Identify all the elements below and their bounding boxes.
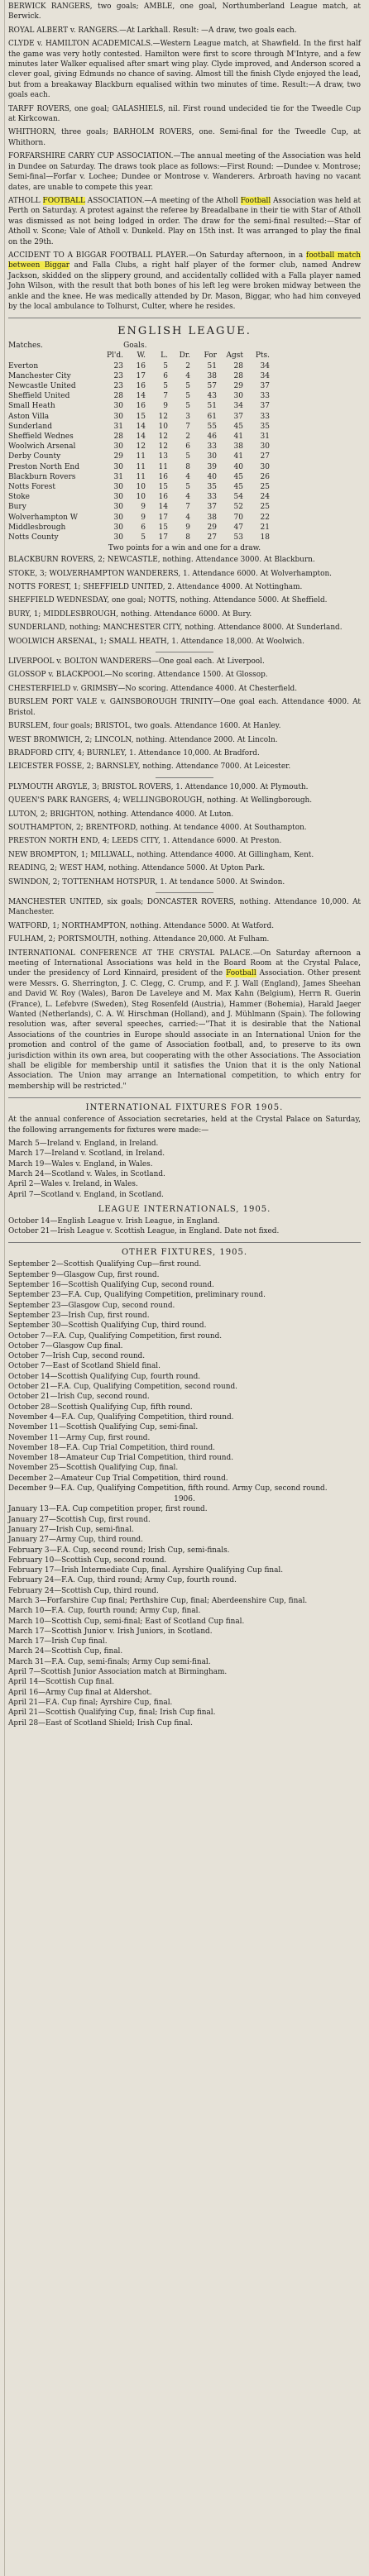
fixture-line: March 19—Wales v. England, in Wales. — [8, 1159, 153, 1169]
highlighted-term: Football — [240, 196, 271, 205]
fixture-line: March 3—Forfarshire Cup final; Perthshire Cup, final; Aberdeenshire Cup, final. — [8, 1596, 308, 1605]
stat-cell: 6 — [163, 371, 168, 380]
table-row — [8, 513, 270, 523]
stat-cell: 12 — [136, 442, 146, 452]
stat-cell: 7 — [185, 422, 190, 431]
table-row — [8, 401, 270, 411]
stat-cell: 28 — [113, 433, 123, 441]
stat-cell: 30 — [113, 523, 123, 532]
fixture-line: October 21—F.A. Cup, Qualifying Competition, second round. — [8, 1383, 237, 1392]
short-divider — [156, 892, 213, 893]
match-result: SUNDERLAND, nothing; MANCHESTER CITY, nothing. Attendance 8000. At Sunderland. — [8, 624, 343, 633]
match-result: BURSLEM, four goals; BRISTOL, two goals. Attendance 1600. At Hanley. — [8, 722, 281, 731]
stat-cell: 5 — [185, 483, 190, 492]
stat-cell: 10 — [136, 483, 146, 492]
stat-cell: 35 — [207, 483, 217, 492]
stat-cell: 30 — [260, 442, 270, 452]
fixture-line: March 17—Ireland v. Scotland, in Ireland. — [8, 1149, 165, 1159]
match-result: READING, 2; WEST HAM, nothing. Attendance 5000. At Upton Park. — [8, 864, 266, 873]
stat-cell: 5 — [185, 392, 190, 401]
stat-cell: 34 — [260, 371, 270, 380]
fixture-line: September 23—F.A. Cup, Qualifying Competition, preliminary round. — [8, 1291, 266, 1300]
fixture-line: October 14—English League v. Irish League, in England. — [8, 1216, 220, 1226]
stat-cell: 30 — [113, 533, 123, 542]
club-name: Sunderland — [8, 422, 52, 431]
match-result: NEW BROMPTON, 1; MILLWALL, nothing. Attendance 4000. At Gillingham, Kent. — [8, 850, 314, 859]
fixture-line: April 7—Scotland v. England, in Scotland. — [8, 1190, 164, 1199]
fixture-line: October 21—Irish Cup, second round. — [8, 1393, 150, 1402]
stat-cell: 30 — [113, 462, 123, 471]
fixture-line: October 21—Irish League v. Scottish League, in England. Date not fixed. — [8, 1227, 280, 1236]
stat-cell: 30 — [113, 493, 123, 502]
match-result: WEST BROMWICH, 2; LINCOLN, nothing. Attendance 2000. At Lincoln. — [8, 735, 278, 744]
club-name: Sheffield Wednes — [8, 433, 74, 441]
fixture-line: March 24—Scottish Cup, final. — [8, 1647, 123, 1656]
fixture-line: November 25—Scottish Qualifying Cup, final. — [8, 1464, 179, 1473]
forfarshire-report: FORFARSHIRE CARRY CUP ASSOCIATION.—The annual meeting of the Association was held in Dundee on Saturday. The draws took place as follows:—First Round: —Dundee v. Montrose; Semi-final—Forfar v. Lochee; Dundee or Montrose v. Wanderers. Arbroath having no vacant dates, are unable to compete this year. — [8, 152, 361, 192]
stat-cell: 43 — [207, 392, 217, 401]
match-result: QUEEN'S PARK RANGERS, 4; WELLINGBOROUGH, nothing. At Wellingborough. — [8, 796, 313, 805]
fixture-line: October 7—F.A. Cup, Qualifying Competition, first round. — [8, 1331, 223, 1341]
fixture-line: October 14—Scottish Qualifying Cup, fourth round. — [8, 1372, 201, 1381]
stat-cell: 5 — [185, 452, 190, 461]
year-heading: 1906. — [174, 1495, 195, 1504]
fixture-line: March 17—Irish Cup final. — [8, 1637, 108, 1646]
international-fixtures — [8, 1139, 361, 1200]
stat-cell: 9 — [185, 523, 190, 532]
stat-cell: 11 — [136, 472, 146, 481]
match-result: BURSLEM PORT VALE v. GAINSBOROUGH TRINITY—One goal each. Attendance 4000. At Bristol. — [8, 698, 361, 717]
stat-cell: 9 — [141, 513, 146, 522]
stat-cell: 30 — [113, 402, 123, 411]
table-row — [8, 422, 270, 432]
club-name: Notts Forest — [8, 483, 56, 492]
stat-cell: 8 — [185, 462, 190, 471]
stat-cell: 33 — [207, 442, 217, 452]
fixture-line: February 24—F.A. Cup, third round; Army Cup, fourth round. — [8, 1576, 237, 1585]
stat-cell: 37 — [260, 381, 270, 390]
highlighted-term: Football — [226, 969, 256, 978]
stat-cell: 57 — [207, 381, 217, 390]
match-result: LUTON, 2; BRIGHTON, nothing. Attendance 4000. At Luton. — [8, 810, 234, 819]
stat-cell: 30 — [113, 513, 123, 522]
stat-cell: 6 — [141, 523, 146, 532]
match-report: TARFF ROVERS, one goal; GALASHIELS, nil. First round undecided tie for the Tweedle Cup at Kirkcowan. — [8, 104, 361, 124]
match-result: WATFORD, 1; NORTHAMPTON, nothing. Attendance 5000. At Watford. — [8, 921, 275, 930]
table-row — [8, 371, 270, 381]
match-report: WHITHORN, three goals; BARHOLM ROVERS, one. Semi-final for the Tweedle Cup, at Whithorn. — [8, 128, 361, 147]
stat-cell: 12 — [158, 412, 168, 421]
table-row — [8, 482, 270, 492]
match-result: PLYMOUTH ARGYLE, 3; BRISTOL ROVERS, 1. Attendance 10,000. At Plymouth. — [8, 782, 309, 791]
stat-cell: 14 — [136, 422, 146, 431]
atholl-report: ATHOLL FOOTBALL ASSOCIATION.—A meeting of the Atholl Football Association was held at Perth on Saturday. A protest against the referee by Breadalbane in their tie with Star of Atholl was dismissed as not being lodged in order. The draw for the semi-final resulted:—Star of Atholl v. Scone; Vale of Atholl v. Dunkeld. Play on 15th inst. It was arranged to play the final on the 29th. — [8, 196, 362, 246]
fixture-line: February 24—Scottish Cup, third round. — [8, 1586, 159, 1595]
match-report: BERWICK RANGERS, two goals; AMBLE, one goal, Northumberland League match, at Berwick. — [8, 2, 361, 22]
table-row — [8, 533, 270, 542]
stat-cell: 5 — [163, 361, 168, 370]
stat-cell: 30 — [113, 412, 123, 421]
match-result: WOOLWICH ARSENAL, 1; SMALL HEATH, 1. Attendance 18,000. At Woolwich. — [8, 637, 304, 646]
stat-cell: 21 — [260, 523, 270, 532]
stat-cell: 61 — [207, 412, 217, 421]
club-name: Sheffield United — [8, 392, 70, 401]
fixture-line: February 3—F.A. Cup, second round; Irish Cup, semi-finals. — [8, 1546, 230, 1555]
stat-cell: 2 — [185, 361, 190, 370]
stat-cell: 29 — [113, 452, 123, 461]
stat-cell: 40 — [207, 472, 217, 481]
stat-cell: 35 — [260, 422, 270, 431]
stat-cell: 33 — [207, 493, 217, 502]
stat-cell: 51 — [207, 402, 217, 411]
fixture-line: March 5—Ireland v. England, in Ireland. — [8, 1140, 159, 1149]
stat-cell: 11 — [136, 452, 146, 461]
match-result: SOUTHAMPTON, 2; BRENTFORD, nothing. At tendance 4000. At Southampton. — [8, 823, 307, 832]
match-result: BURY, 1; MIDDLESBROUGH, nothing. Attendance 6000. At Bury. — [8, 609, 252, 619]
stat-cell: 15 — [158, 523, 168, 532]
fixture-line: March 24—Scotland v. Wales, in Scotland. — [8, 1170, 165, 1178]
results-block-b — [8, 657, 361, 772]
match-report: ROYAL ALBERT v. RANGERS.—At Larkhall. Result: —A draw, two goals each. — [8, 26, 297, 35]
stat-cell: 31 — [113, 472, 123, 481]
fixture-line: April 21—Scottish Qualifying Cup, final; Irish Cup final. — [8, 1709, 216, 1718]
column-header: For — [204, 351, 217, 361]
stat-cell: 14 — [136, 392, 146, 401]
table-row — [8, 412, 270, 422]
other-fixtures-heading: OTHER FIXTURES, 1905. — [121, 1248, 247, 1258]
league-table — [8, 351, 270, 542]
stat-cell: 25 — [260, 483, 270, 492]
club-name: Everton — [8, 361, 39, 370]
stat-cell: 23 — [113, 361, 123, 370]
match-result: SWINDON, 2; TOTTENHAM HOTSPUR, 1. At tendance 5000. At Swindon. — [8, 877, 285, 887]
stat-cell: 40 — [233, 462, 243, 471]
stat-cell: 9 — [163, 402, 168, 411]
stat-cell: 41 — [233, 433, 243, 441]
stat-cell: 30 — [113, 503, 123, 512]
short-divider — [156, 777, 213, 778]
stat-cell: 26 — [260, 472, 270, 481]
club-name: Blackburn Rovers — [8, 472, 76, 481]
stat-cell: 28 — [113, 392, 123, 401]
stat-cell: 41 — [233, 452, 243, 461]
stat-cell: 12 — [158, 433, 168, 441]
stat-cell: 4 — [185, 371, 190, 380]
stat-cell: 34 — [233, 402, 243, 411]
league-group-header: Matches. Goals. — [8, 342, 147, 351]
stat-cell: 18 — [260, 533, 270, 542]
club-name: Derby County — [8, 452, 61, 461]
table-row — [8, 492, 270, 502]
fixture-line: November 18—F.A. Cup Trial Competition, third round. — [8, 1443, 215, 1452]
fixture-line: April 21—F.A. Cup final; Ayrshire Cup, final. — [8, 1698, 173, 1707]
column-header: Pts. — [255, 351, 270, 361]
stat-cell: 28 — [233, 361, 243, 370]
match-report: CLYDE v. HAMILTON ACADEMICALS.—Western League match, at Shawfield. In the first half the game was very hotly contested. Hamilton were first to score through M'Intyre, and a few minutes later Walker equalised after smart wing play. Clyde improved, and Anderson scored a clever goal, giving Edmunds no chance of saving. Almost till the finish Clyde enjoyed the lead, but from a breakaway Blackburn equalised within two minutes of time. Result:—A draw, two goals each. — [8, 40, 361, 100]
club-name: Aston Villa — [8, 412, 50, 421]
column-header: W. — [137, 351, 146, 361]
club-name: Manchester City — [8, 371, 71, 380]
stat-cell: 38 — [207, 371, 217, 380]
league-heading: ENGLISH LEAGUE. — [117, 325, 252, 338]
stat-cell: 51 — [207, 361, 217, 370]
highlighted-term: football match between Biggar — [8, 251, 362, 270]
column-header: L. — [161, 351, 168, 361]
stat-cell: 54 — [233, 493, 243, 502]
section-divider — [8, 1242, 361, 1243]
fixture-line: January 27—Scottish Cup, first round. — [8, 1515, 151, 1524]
stat-cell: 53 — [233, 533, 243, 542]
stat-cell: 29 — [207, 523, 217, 532]
fixture-line: April 28—East of Scotland Shield; Irish Cup final. — [8, 1718, 193, 1728]
stat-cell: 16 — [158, 472, 168, 481]
fixture-line: April 7—Scottish Junior Association match at Birmingham. — [8, 1668, 228, 1677]
stat-cell: 7 — [163, 392, 168, 401]
match-result: PRESTON NORTH END, 4; LEEDS CITY, 1. Attendance 6000. At Preston. — [8, 837, 282, 846]
accident-report: ACCIDENT TO A BIGGAR FOOTBALL PLAYER.—On Saturday afternoon, in a football match between Biggar and Falla Clubs, a right half player of the former club, named Andrew Jackson, skidded on the slippery ground, and accidentally collided with a Falla player named John Wilson, with the result that both bones of his left leg were broken midway between the ankle and the knee. He was medically attended by Dr. Mason, Biggar, who had him conveyed by the local ambulance to Tolhurst, Culter, where he resides. — [8, 251, 362, 311]
stat-cell: 52 — [233, 503, 243, 512]
stat-cell: 30 — [113, 483, 123, 492]
fixture-line: September 23—Irish Cup, first round. — [8, 1311, 150, 1320]
match-result: BLACKBURN ROVERS, 2; NEWCASTLE, nothing. Attendance 3000. At Blackburn. — [8, 556, 315, 565]
match-result: LEICESTER FOSSE, 2; BARNSLEY, nothing. Attendance 7000. At Leicester. — [8, 762, 291, 772]
table-row — [8, 381, 270, 391]
stat-cell: 10 — [158, 422, 168, 431]
table-row — [8, 452, 270, 461]
fixture-line: November 4—F.A. Cup, Qualifying Competition, third round. — [8, 1412, 234, 1422]
table-row — [8, 432, 270, 442]
stat-cell: 15 — [158, 483, 168, 492]
results-block-c — [8, 782, 361, 887]
stat-cell: 46 — [207, 433, 217, 441]
stat-cell: 5 — [185, 381, 190, 390]
stat-cell: 11 — [158, 462, 168, 471]
stat-cell: 34 — [260, 361, 270, 370]
fixture-line: December 2—Amateur Cup Trial Competition, third round. — [8, 1474, 228, 1483]
club-name: Small Heath — [8, 402, 55, 411]
stat-cell: 38 — [207, 513, 217, 522]
stat-cell: 6 — [185, 442, 190, 452]
fixture-line: November 18—Amateur Cup Trial Competition, third round. — [8, 1454, 234, 1463]
stat-cell: 15 — [136, 412, 146, 421]
other-fixtures-1905 — [8, 1259, 361, 1494]
match-result: NOTTS FOREST, 1; SHEFFIELD UNITED, 2. Attendance 4000. At Nottingham. — [8, 583, 303, 592]
stat-cell: 4 — [185, 513, 190, 522]
stat-cell: 45 — [233, 472, 243, 481]
fixture-line: March 31—F.A. Cup, semi-finals; Army Cup semi-final. — [8, 1657, 211, 1666]
fixture-line: September 16—Scottish Qualifying Cup, second round. — [8, 1281, 214, 1290]
stat-cell: 16 — [136, 361, 146, 370]
match-result: LIVERPOOL v. BOLTON WANDERERS—One goal each. At Liverpool. — [8, 657, 265, 667]
top-reports — [8, 2, 361, 148]
fixture-line: December 9—F.A. Cup, Qualifying Competition, fifth round. Army Cup, second round. — [8, 1484, 328, 1494]
highlighted-term: FOOTBALL — [42, 196, 85, 205]
stat-cell: 16 — [136, 402, 146, 411]
stat-cell: 33 — [260, 392, 270, 401]
stat-cell: 17 — [158, 533, 168, 542]
international-heading: INTERNATIONAL FIXTURES FOR 1905. — [85, 1103, 284, 1113]
stat-cell: 12 — [158, 442, 168, 452]
league-internationals — [8, 1216, 361, 1237]
stat-cell: 37 — [260, 402, 270, 411]
fixture-line: November 11—Army Cup, first round. — [8, 1433, 151, 1442]
fixture-line: April 16—Army Cup final at Aldershot. — [8, 1688, 152, 1697]
stat-cell: 4 — [185, 493, 190, 502]
stat-cell: 23 — [113, 371, 123, 380]
table-row — [8, 472, 270, 482]
match-result: GLOSSOP v. BLACKPOOL—No scoring. Attendance 1500. At Glossop. — [8, 671, 268, 680]
stat-cell: 30 — [260, 462, 270, 471]
fixture-line: January 27—Irish Cup, semi-final. — [8, 1525, 134, 1534]
fixture-line: September 23—Glasgow Cup, second round. — [8, 1301, 175, 1310]
fixture-line: April 14—Scottish Cup final. — [8, 1678, 115, 1687]
stat-cell: 27 — [260, 452, 270, 461]
fixture-line: October 7—East of Scotland Shield final. — [8, 1362, 161, 1371]
fixture-line: February 17—Irish Intermediate Cup, final. Ayrshire Qualifying Cup final. — [8, 1566, 284, 1575]
club-name: Wolverhampton W — [8, 513, 79, 522]
table-row — [8, 391, 270, 401]
club-name: Preston North End — [8, 462, 79, 471]
results-block-a — [8, 555, 361, 647]
stat-cell: 23 — [113, 381, 123, 390]
stat-cell: 55 — [207, 422, 217, 431]
stat-cell: 9 — [141, 503, 146, 512]
stat-cell: 29 — [233, 381, 243, 390]
stat-cell: 17 — [158, 513, 168, 522]
column-header: Agst — [226, 351, 243, 361]
fixture-line: March 17—Scottish Junior v. Irish Juniors, in Scotland. — [8, 1627, 213, 1636]
fixture-line: March 10—Scottish Cup, semi-final; East of Scotland Cup final. — [8, 1617, 245, 1626]
stat-cell: 31 — [113, 422, 123, 431]
club-name: Notts County — [8, 533, 59, 542]
stat-cell: 3 — [185, 412, 190, 421]
stat-cell: 7 — [185, 503, 190, 512]
fixture-line: November 11—Scottish Qualifying Cup, semi-final. — [8, 1423, 199, 1432]
fixture-line: January 13—F.A. Cup competition proper, first round. — [8, 1505, 208, 1514]
other-fixtures-1906 — [8, 1504, 361, 1728]
fixture-line: October 28—Scottish Qualifying Cup, fifth round. — [8, 1403, 193, 1412]
stat-cell: 28 — [233, 371, 243, 380]
fixture-line: September 2—Scottish Qualifying Cup—first round. — [8, 1260, 202, 1269]
stat-cell: 30 — [233, 392, 243, 401]
international-intro: At the annual conference of Association secretaries, held at the Crystal Palace on Saturday, the following arrangements for fixtures were made:— — [8, 1116, 361, 1135]
stat-cell: 16 — [136, 381, 146, 390]
stat-cell: 22 — [260, 513, 270, 522]
match-result: STOKE, 3; WOLVERHAMPTON WANDERERS, 1. Attendance 6000. At Wolverhampton. — [8, 569, 332, 578]
fixture-line: October 7—Glasgow Cup final. — [8, 1341, 123, 1350]
fixture-line: April 2—Wales v. Ireland, in Wales. — [8, 1180, 138, 1189]
stat-cell: 37 — [207, 503, 217, 512]
stat-cell: 5 — [141, 533, 146, 542]
table-row — [8, 523, 270, 533]
club-name: Stoke — [8, 493, 30, 502]
stat-cell: 30 — [113, 442, 123, 452]
stat-cell: 25 — [260, 503, 270, 512]
fixture-line: March 10—F.A. Cup, fourth round; Army Cup, final. — [8, 1607, 201, 1616]
stat-cell: 45 — [233, 422, 243, 431]
stat-cell: 4 — [185, 472, 190, 481]
match-result: FULHAM, 2; PORTSMOUTH, nothing. Attendance 20,000. At Fulham. — [8, 935, 270, 944]
stat-cell: 30 — [207, 452, 217, 461]
club-name: Bury — [8, 503, 26, 512]
fixture-line: February 10—Scottish Cup, second round. — [8, 1556, 167, 1565]
table-row — [8, 462, 270, 472]
stat-cell: 70 — [233, 513, 243, 522]
stat-cell: 47 — [233, 523, 243, 532]
section-divider — [8, 1097, 361, 1098]
stat-cell: 8 — [185, 533, 190, 542]
match-result: BRADFORD CITY, 4; BURNLEY, 1. Attendance 10,000. At Bradford. — [8, 748, 260, 758]
stat-cell: 33 — [260, 412, 270, 421]
stat-cell: 13 — [158, 452, 168, 461]
stat-cell: 5 — [163, 381, 168, 390]
club-name: Newcastle United — [8, 381, 76, 390]
match-result: CHESTERFIELD v. GRIMSBY—No scoring. Attendance 4000. At Chesterfield. — [8, 684, 298, 693]
stat-cell: 39 — [207, 462, 217, 471]
stat-cell: 2 — [185, 433, 190, 441]
stat-cell: 27 — [207, 533, 217, 542]
stat-cell: 11 — [136, 462, 146, 471]
stat-cell: 31 — [260, 433, 270, 441]
stat-cell: 16 — [158, 493, 168, 502]
stat-cell: 10 — [136, 493, 146, 502]
stat-cell: 5 — [185, 402, 190, 411]
league-internationals-heading: LEAGUE INTERNATIONALS, 1905. — [98, 1204, 271, 1214]
stat-cell: 17 — [136, 371, 146, 380]
results-block-d — [8, 897, 361, 945]
points-note: Two points for a win and one for a draw. — [108, 544, 261, 553]
stat-cell: 24 — [260, 493, 270, 502]
stat-cell: 37 — [233, 412, 243, 421]
club-name: Woolwich Arsenal — [8, 442, 76, 452]
stat-cell: 38 — [233, 442, 243, 452]
table-row — [8, 502, 270, 512]
column-header: Dr. — [179, 351, 190, 361]
stat-cell: 14 — [136, 433, 146, 441]
stat-cell: 14 — [158, 503, 168, 512]
club-name: Middlesbrough — [8, 523, 66, 532]
stat-cell: 45 — [233, 483, 243, 492]
table-row — [8, 361, 270, 371]
match-result: MANCHESTER UNITED, six goals; DONCASTER ROVERS, nothing. Attendance 10,000. At Manchester. — [8, 897, 361, 917]
fixture-line: September 9—Glasgow Cup, first round. — [8, 1270, 160, 1279]
conference-report: INTERNATIONAL CONFERENCE AT THE CRYSTAL PALACE.—On Saturday afternoon a meeting of International Associations was held in the Board Room at the Crystal Palace, under the presidency of Lord Kinnaird, president of the Football Association. Other present were Messrs. G. Sherrington, J. C. Clegg, C. Crump, and F. J. Wall (England), James Sheehan and David W. Roy (Wales), Baron De Laveleye and M. Max Kahn (Belgium), Herrn R. Guerin (France), L. Lefebvre (Sweden), Steg Rosenfeld (Austria), Hammer (Bohemia), Harald Jaeger Wanted (Netherlands), C. A. W. Hirschman (Holland), and J. Mühlmann (Spain). The following resolution was, after several speeches, carried:—"That it is desirable that the National Associations of the countries in Europe should associate in an International Union for the promotion and control of the game of Association football, and, to preserve to its own jurisdiction within its own area, but cooperating with the other Associations. The Association shall be eligible for membership until it satisfies the Union that it is the only National Association. The Union may arrange an International competition, to which entry for membership will be restricted." — [8, 949, 362, 1091]
fixture-line: January 27—Army Cup, third round. — [8, 1536, 143, 1545]
column-header: Pl'd. — [106, 351, 123, 361]
fixture-line: October 7—Irish Cup, second round. — [8, 1352, 146, 1361]
table-row — [8, 442, 270, 452]
match-result: SHEFFIELD WEDNESDAY, one goal; NOTTS, nothing. Attendance 5000. At Sheffield. — [8, 596, 328, 605]
fixture-line: September 30—Scottish Qualifying Cup, third round. — [8, 1321, 207, 1331]
